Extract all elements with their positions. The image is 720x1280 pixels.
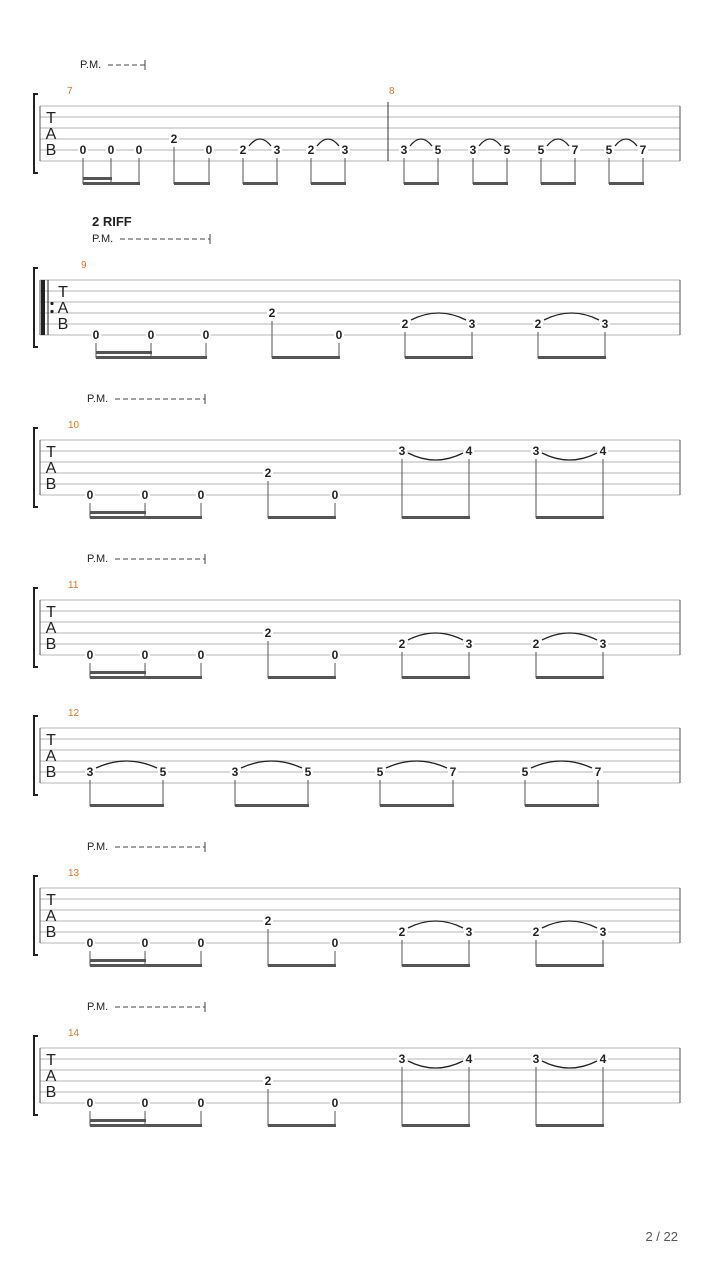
beam xyxy=(536,676,604,679)
system-bracket xyxy=(34,428,38,507)
hammer-on-slur xyxy=(542,453,597,460)
fret-number: 0 xyxy=(107,143,115,157)
fret-number: 3 xyxy=(601,317,609,331)
beam xyxy=(473,182,508,185)
fret-number: 0 xyxy=(86,488,94,502)
tab-clef-letter: B xyxy=(45,476,57,493)
tab-clef-letter: T xyxy=(46,110,56,127)
hammer-on-slur xyxy=(317,139,339,146)
beam xyxy=(525,804,599,807)
fret-number: 0 xyxy=(141,648,149,662)
fret-number: 4 xyxy=(465,444,473,458)
beam xyxy=(272,356,340,359)
hammer-on-slur xyxy=(408,1061,463,1068)
tab-system xyxy=(34,842,680,967)
fret-number: 5 xyxy=(159,765,167,779)
tab-clef-letter: B xyxy=(45,1084,57,1101)
beam xyxy=(380,804,454,807)
tab-system xyxy=(34,60,680,185)
tab-clef-letter: T xyxy=(46,604,56,621)
beam xyxy=(536,516,604,519)
beam xyxy=(609,182,644,185)
fret-number: 7 xyxy=(449,765,457,779)
palm-mute-label: P.M. xyxy=(87,1001,109,1013)
system-bracket xyxy=(34,588,38,667)
measure-number: 12 xyxy=(68,708,80,719)
palm-mute-label: P.M. xyxy=(92,233,114,245)
beam xyxy=(268,676,336,679)
measure-number: 9 xyxy=(81,260,87,271)
fret-number: 3 xyxy=(273,143,281,157)
hammer-on-slur xyxy=(542,1061,597,1068)
page-number: 2 / 22 xyxy=(645,1229,678,1244)
fret-number: 3 xyxy=(532,444,540,458)
fret-number: 2 xyxy=(264,914,272,928)
beam-secondary xyxy=(90,511,146,514)
tab-system xyxy=(34,394,680,519)
tab-clef-letter: B xyxy=(45,636,57,653)
repeat-dot xyxy=(50,310,53,313)
palm-mute-label: P.M. xyxy=(87,393,109,405)
beam xyxy=(174,182,210,185)
beam xyxy=(536,1124,604,1127)
fret-number: 4 xyxy=(599,1052,607,1066)
beam xyxy=(243,182,278,185)
tab-clef-letter: A xyxy=(57,300,69,317)
hammer-on-slur xyxy=(249,139,271,146)
tab-clef-letter: T xyxy=(46,732,56,749)
fret-number: 0 xyxy=(135,143,143,157)
fret-number: 0 xyxy=(92,328,100,342)
fret-number: 5 xyxy=(537,143,545,157)
system-bracket xyxy=(34,94,38,173)
beam xyxy=(90,676,202,679)
repeat-thick-bar xyxy=(41,280,45,335)
fret-number: 3 xyxy=(400,143,408,157)
fret-number: 2 xyxy=(264,626,272,640)
hammer-on-slur xyxy=(542,633,597,640)
fret-number: 4 xyxy=(465,1052,473,1066)
system-bracket xyxy=(34,268,38,347)
fret-number: 5 xyxy=(521,765,529,779)
fret-number: 0 xyxy=(141,1096,149,1110)
hammer-on-slur xyxy=(386,761,447,768)
fret-number: 2 xyxy=(534,317,542,331)
fret-number: 3 xyxy=(341,143,349,157)
tab-clef-letter: B xyxy=(57,316,69,333)
fret-number: 0 xyxy=(331,648,339,662)
beam xyxy=(541,182,576,185)
tab-clef-letter: T xyxy=(46,892,56,909)
tab-clef-letter: B xyxy=(45,764,57,781)
tab-clef-letter: T xyxy=(58,284,68,301)
fret-number: 7 xyxy=(594,765,602,779)
tab-system xyxy=(34,716,680,807)
tab-clef-letter: A xyxy=(45,126,57,143)
hammer-on-slur xyxy=(615,139,637,146)
beam xyxy=(268,964,336,967)
hammer-on-slur xyxy=(479,139,501,146)
hammer-on-slur xyxy=(408,633,463,640)
hammer-on-slur xyxy=(408,453,463,460)
fret-number: 2 xyxy=(532,637,540,651)
fret-number: 5 xyxy=(304,765,312,779)
fret-number: 0 xyxy=(86,1096,94,1110)
measure-number: 10 xyxy=(68,420,80,431)
fret-number: 2 xyxy=(532,925,540,939)
fret-number: 3 xyxy=(465,637,473,651)
measure-number: 8 xyxy=(389,86,395,97)
beam xyxy=(96,356,207,359)
beam xyxy=(404,182,439,185)
beam xyxy=(90,1124,202,1127)
hammer-on-slur xyxy=(411,313,466,320)
fret-number: 3 xyxy=(86,765,94,779)
measure-number: 7 xyxy=(67,86,73,97)
fret-number: 0 xyxy=(141,936,149,950)
fret-number: 4 xyxy=(599,444,607,458)
beam-secondary xyxy=(83,177,112,180)
beam-secondary xyxy=(96,351,152,354)
beam xyxy=(311,182,346,185)
fret-number: 2 xyxy=(307,143,315,157)
beam xyxy=(402,676,470,679)
fret-number: 3 xyxy=(398,444,406,458)
fret-number: 0 xyxy=(202,328,210,342)
tab-clef-letter: B xyxy=(45,924,57,941)
fret-number: 2 xyxy=(398,925,406,939)
hammer-on-slur xyxy=(531,761,592,768)
beam-secondary xyxy=(90,671,146,674)
fret-number: 2 xyxy=(268,306,276,320)
fret-number: 0 xyxy=(141,488,149,502)
palm-mute-label: P.M. xyxy=(87,553,109,565)
system-bracket xyxy=(34,1036,38,1115)
system-bracket xyxy=(34,716,38,795)
hammer-on-slur xyxy=(241,761,302,768)
beam xyxy=(402,516,470,519)
repeat-dot xyxy=(50,302,53,305)
fret-number: 0 xyxy=(197,488,205,502)
fret-number: 3 xyxy=(465,925,473,939)
measure-number: 13 xyxy=(68,868,80,879)
fret-number: 0 xyxy=(331,488,339,502)
tab-clef-letter: A xyxy=(45,1068,57,1085)
fret-number: 2 xyxy=(239,143,247,157)
fret-number: 0 xyxy=(331,936,339,950)
beam-secondary xyxy=(90,959,146,962)
fret-number: 5 xyxy=(503,143,511,157)
tab-clef-letter: A xyxy=(45,620,57,637)
fret-number: 0 xyxy=(197,936,205,950)
beam xyxy=(402,1124,470,1127)
fret-number: 3 xyxy=(468,317,476,331)
tab-system xyxy=(34,1002,680,1127)
hammer-on-slur xyxy=(408,921,463,928)
fret-number: 3 xyxy=(532,1052,540,1066)
tab-system xyxy=(34,234,680,359)
system-bracket xyxy=(34,876,38,955)
beam xyxy=(268,516,336,519)
tab-clef-letter: A xyxy=(45,908,57,925)
beam xyxy=(90,516,202,519)
fret-number: 5 xyxy=(434,143,442,157)
hammer-on-slur xyxy=(410,139,432,146)
tab-system xyxy=(34,554,680,679)
fret-number: 2 xyxy=(264,1074,272,1088)
fret-number: 2 xyxy=(398,637,406,651)
measure-number: 11 xyxy=(68,580,79,591)
beam xyxy=(90,804,164,807)
hammer-on-slur xyxy=(547,139,569,146)
tab-clef-letter: A xyxy=(45,460,57,477)
fret-number: 0 xyxy=(79,143,87,157)
fret-number: 0 xyxy=(86,648,94,662)
fret-number: 0 xyxy=(197,1096,205,1110)
fret-number: 7 xyxy=(639,143,647,157)
beam xyxy=(405,356,473,359)
palm-mute-label: P.M. xyxy=(87,841,109,853)
beam xyxy=(402,964,470,967)
measure-number: 14 xyxy=(68,1028,80,1039)
fret-number: 2 xyxy=(170,132,178,146)
fret-number: 3 xyxy=(599,637,607,651)
fret-number: 3 xyxy=(231,765,239,779)
hammer-on-slur xyxy=(542,921,597,928)
beam xyxy=(235,804,309,807)
fret-number: 0 xyxy=(86,936,94,950)
tab-clef-letter: A xyxy=(45,748,57,765)
fret-number: 0 xyxy=(331,1096,339,1110)
fret-number: 0 xyxy=(197,648,205,662)
tab-clef-letter: T xyxy=(46,1052,56,1069)
fret-number: 5 xyxy=(376,765,384,779)
fret-number: 2 xyxy=(264,466,272,480)
beam-secondary xyxy=(90,1119,146,1122)
fret-number: 0 xyxy=(147,328,155,342)
tab-clef-letter: B xyxy=(45,142,57,159)
beam xyxy=(268,1124,336,1127)
hammer-on-slur xyxy=(544,313,599,320)
fret-number: 0 xyxy=(205,143,213,157)
palm-mute-label: P.M. xyxy=(80,59,102,71)
hammer-on-slur xyxy=(96,761,157,768)
fret-number: 7 xyxy=(571,143,579,157)
section-label: 2 RIFF xyxy=(92,214,132,229)
beam xyxy=(90,964,202,967)
fret-number: 2 xyxy=(401,317,409,331)
fret-number: 3 xyxy=(469,143,477,157)
beam xyxy=(83,182,140,185)
beam xyxy=(538,356,606,359)
fret-number: 5 xyxy=(605,143,613,157)
beam xyxy=(536,964,604,967)
tab-clef-letter: T xyxy=(46,444,56,461)
fret-number: 3 xyxy=(398,1052,406,1066)
fret-number: 0 xyxy=(335,328,343,342)
fret-number: 3 xyxy=(599,925,607,939)
